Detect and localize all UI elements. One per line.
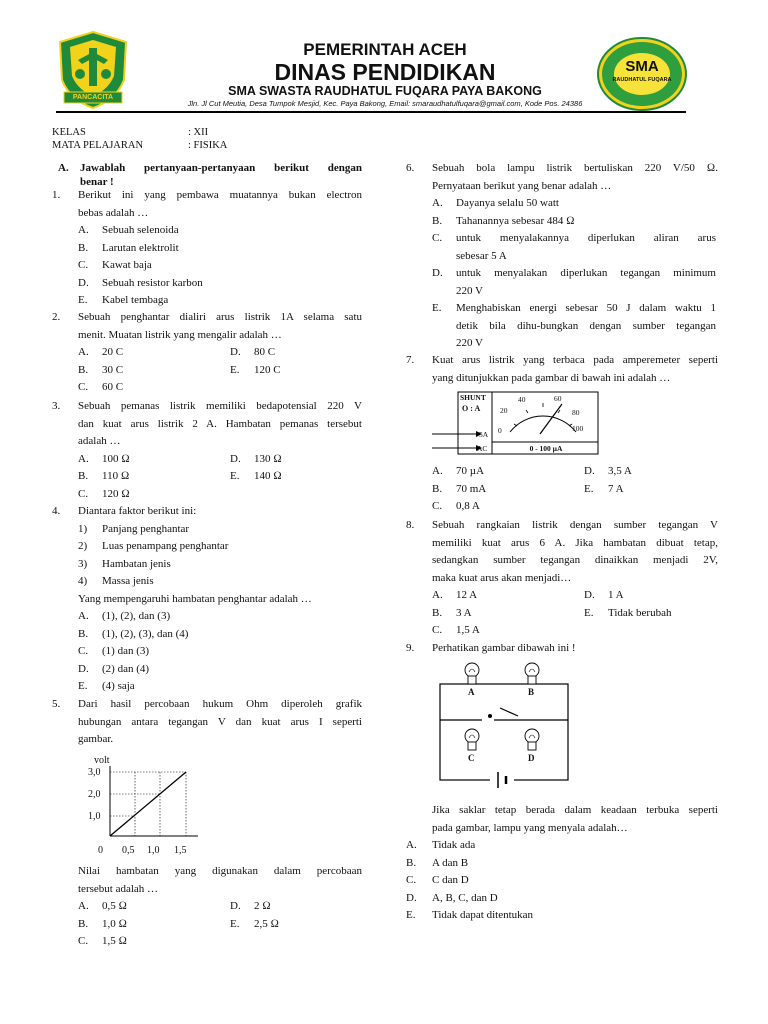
option-d[interactable]: D. xyxy=(584,589,595,601)
factor-3: 3) Hambatan jenis xyxy=(78,557,171,570)
option-b[interactable]: B. xyxy=(432,482,443,495)
question-number: 5. xyxy=(52,698,61,710)
question-6 xyxy=(406,160,718,353)
question-text: Dari hasil percobaan hukum Ohm diperoleh grafik xyxy=(78,698,362,710)
option-a[interactable]: A. xyxy=(78,346,89,358)
question-text: memiliki kuat arus 6 A. Jika hambatan dibuat tetap, xyxy=(432,536,718,549)
right-logo-subtext: RAUDHATUL FUQARA xyxy=(612,77,672,83)
meter-ac-label: AC xyxy=(477,444,488,453)
question-3: 3. Sebuah pemanas listrik memiliki bedapotensial 220 V dan kuat arus listrik 2 A. Hambatan pemanas tersebut adalah … A. 100 Ω D. 130 Ω B. 110 Ω E. 140 Ω C. 120 Ω xyxy=(52,398,362,503)
graph-ylabel: volt xyxy=(94,755,110,766)
option-b[interactable]: B. Tahanannya sebesar 484 Ω xyxy=(432,214,575,227)
factor-4: 4) Massa jenis xyxy=(78,575,154,587)
option-e[interactable]: E. Tidak dapat ditentukan xyxy=(406,909,534,921)
question-5-continued: Nilai hambatan yang digunakan dalam percobaan tersebut adalah … A. 0,5 Ω D. 2 Ω B. 1,0 Ω E. 2,5 Ω C. 1,5 Ω xyxy=(52,863,362,951)
option-b[interactable]: B. Larutan elektrolit xyxy=(78,241,179,254)
option-a[interactable]: A. Dayanya selalu 50 watt xyxy=(432,197,559,209)
option-d[interactable]: D. xyxy=(230,900,241,912)
meter-scale-0: 0 xyxy=(498,426,502,435)
question-number: 7. xyxy=(406,354,415,366)
option-b[interactable]: B. xyxy=(78,363,89,376)
question-text: maka kuat arus akan menjadi… xyxy=(432,571,572,584)
option-e[interactable]: E. xyxy=(230,363,240,376)
question-text: hubungan antara tegangan V dan kuat arus I seperti xyxy=(78,715,362,728)
header-line-2: DINAS PENDIDIKAN xyxy=(274,59,496,85)
meter-5a-label: 5A xyxy=(479,430,489,439)
question-text: Nilai hambatan yang digunakan dalam percobaan xyxy=(78,865,362,877)
option-a[interactable]: A. xyxy=(432,465,443,477)
right-logo-text: SMA xyxy=(625,58,659,75)
question-9 xyxy=(406,640,718,658)
meter-scale-20: 20 xyxy=(500,406,508,415)
option-d[interactable]: D. xyxy=(230,452,241,465)
question-number: 8. xyxy=(406,519,415,531)
graph-ytick: 3,0 xyxy=(88,767,101,778)
question-text: Berikut ini yang pembawa muatannya bukan electron xyxy=(78,189,362,201)
question-text: Sebuah rangkaian listrik dengan sumber tegangan V xyxy=(432,519,718,531)
option-a[interactable]: A. Tidak ada xyxy=(406,839,476,851)
school-address: Jln. Jl Cut Meutia, Desa Tumpok Mesjid, Kec. Paya Bakong, Email: smaraudhatulfuqara@gmail.com, Kode Pos. 24386 xyxy=(187,99,583,108)
option-c[interactable]: C. xyxy=(78,935,89,947)
question-number: 9. xyxy=(406,642,415,654)
option-c[interactable]: C. Kawat baja xyxy=(78,259,152,271)
graph-ytick: 1,0 xyxy=(88,811,101,822)
section-letter: A. xyxy=(58,162,69,174)
meter-scale-40: 40 xyxy=(518,395,526,404)
option-e[interactable]: E. xyxy=(584,482,594,495)
question-1 xyxy=(52,187,362,310)
factor-2: 2) Luas penampang penghantar xyxy=(78,540,229,552)
question-text: menit. Muatan listrik yang mengalir adalah … xyxy=(78,328,282,341)
meter-scale-100: 100 xyxy=(572,424,584,433)
graph-xtick: 1,5 xyxy=(174,845,187,856)
question-text: Sebuah pemanas listrik memiliki bedapotensial 220 V xyxy=(78,400,362,412)
mapel-value: : FISIKA xyxy=(188,140,228,151)
kelas-label: KELAS xyxy=(52,127,86,138)
question-5 xyxy=(52,696,362,749)
meter-scale-60: 60 xyxy=(554,394,562,403)
question-text: bebas adalah … xyxy=(78,206,149,219)
kelas-value: : XII xyxy=(188,127,209,138)
lamp-label-c: C xyxy=(468,753,475,763)
question-text: tersebut adalah … xyxy=(78,882,159,895)
question-text: Perhatikan gambar dibawah ini ! xyxy=(432,642,576,654)
question-text: yang ditunjukkan pada gambar di bawah ini adalah … xyxy=(432,371,671,384)
question-number: 2. xyxy=(52,311,61,323)
graph-xtick: 0,5 xyxy=(122,845,135,856)
option-d[interactable]: D. xyxy=(230,346,241,358)
option-a[interactable]: A. (1), (2), dan (3) xyxy=(78,610,171,622)
question-2: 2. Sebuah penghantar dialiri arus listrik 1A selama satu menit. Muatan listrik yang mengalir adalah … A. 20 C D. 80 C B. 30 C E. 120 C C. 60 C xyxy=(52,309,362,397)
circuit-drawing xyxy=(432,660,572,790)
left-logo-caption: PANCACITA xyxy=(72,94,114,101)
option-b[interactable]: B. xyxy=(78,917,89,930)
option-d[interactable]: D. A, B, C, dan D xyxy=(406,891,498,904)
graph-xtick: 1,0 xyxy=(147,845,160,856)
question-text: gambar. xyxy=(78,733,114,745)
meter-shunt-label: SHUNT xyxy=(460,393,486,402)
question-number: 3. xyxy=(52,400,61,412)
meter-scale-80: 80 xyxy=(572,408,580,417)
question-text: dan kuat arus listrik 2 A. Hambatan pemanas tersebut xyxy=(78,417,362,430)
question-text: Kuat arus listrik yang terbaca pada amperemeter seperti xyxy=(432,354,718,366)
option-a[interactable]: A. xyxy=(78,452,89,465)
question-text: Sebuah bola lampu listrik bertuliskan 220 V/50 Ω. xyxy=(432,162,718,174)
option-b[interactable]: B. A dan B xyxy=(406,856,469,869)
option-d-continued: 220 V xyxy=(456,284,483,297)
option-c[interactable]: C. xyxy=(78,487,89,500)
lamp-label-a: A xyxy=(468,687,475,697)
section-instruction-line1: Jawablah pertanyaan-pertanyaan berikut dengan xyxy=(80,162,362,174)
question-9-continued xyxy=(406,802,718,925)
option-e[interactable]: E. xyxy=(584,606,594,619)
question-8: 8. Sebuah rangkaian listrik dengan sumber tegangan V memiliki kuat arus 6 A. Jika hambatan dibuat tetap, sedangkan sumber tegangan dinaikkan menjadi 2V, maka kuat arus akan menjadi… A. 12 A D. 1 A B. 3 A E. Tidak berubah C. 1,5 A xyxy=(406,517,718,640)
option-a[interactable]: A. xyxy=(78,900,89,912)
lamp-label-b: B xyxy=(528,687,535,697)
question-text: Pernyataan berikut yang benar adalah … xyxy=(432,179,612,192)
mapel-label: MATA PELAJARAN xyxy=(52,140,144,151)
option-c[interactable]: C. untuk menyalakannya diperlukan aliran arus xyxy=(432,232,716,244)
header-rule xyxy=(56,111,686,113)
ohm-graph xyxy=(78,752,208,862)
option-a[interactable]: A. xyxy=(432,589,443,601)
option-e-continued: detik bila dihu-bungkan dengan sumber tegangan xyxy=(456,319,716,332)
factor-1: 1) Panjang penghantar xyxy=(78,522,190,535)
option-e[interactable]: E. Kabel tembaga xyxy=(78,294,169,306)
ammeter-figure xyxy=(430,390,600,458)
question-text: Sebuah penghantar dialiri arus listrik 1A selama satu xyxy=(78,311,362,323)
option-b[interactable]: B. xyxy=(78,470,89,482)
section-instruction-line2: benar ! xyxy=(80,176,114,188)
right-logo xyxy=(596,36,688,112)
option-e[interactable]: E. Menghabiskan energi sebesar 50 J dalam waktu 1 xyxy=(432,302,716,314)
left-logo xyxy=(56,30,130,110)
option-e[interactable]: E. xyxy=(230,917,240,930)
question-text: pada gambar, lampu yang menyala adalah… xyxy=(432,821,628,834)
question-text: sedangkan sumber tegangan dinaikkan menjadi 2V, xyxy=(432,554,718,566)
option-e-continued: 220 V xyxy=(456,337,483,349)
graph-xtick: 0 xyxy=(98,845,103,856)
option-d[interactable]: D. Sebuah resistor karbon xyxy=(78,276,203,289)
question-7-options: A. 70 µA D. 3,5 A B. 70 mA E. 7 A C. 0,8 A xyxy=(406,463,718,516)
question-text: Jika saklar tetap berada dalam keadaan terbuka seperti xyxy=(432,804,718,816)
option-d[interactable]: D. (2) dan (4) xyxy=(78,662,150,675)
question-text: Diantara faktor berikut ini: xyxy=(78,505,197,517)
option-c-continued: sebesar 5 A xyxy=(456,249,507,262)
header-line-1: PEMERINTAH ACEH xyxy=(303,40,467,59)
school-name: SMA SWASTA RAUDHATUL FUQARA PAYA BAKONG xyxy=(228,84,542,98)
option-b[interactable]: B. xyxy=(432,606,443,619)
question-text: adalah … xyxy=(78,435,121,447)
option-c[interactable]: C. xyxy=(432,624,443,636)
question-number: 4. xyxy=(52,505,61,517)
option-c[interactable]: C. (1) dan (3) xyxy=(78,645,150,657)
question-text: Yang mempengaruhi hambatan penghantar adalah … xyxy=(78,592,312,605)
option-e[interactable]: E. (4) saja xyxy=(78,680,135,692)
option-c[interactable]: C. xyxy=(432,500,443,512)
question-number: 1. xyxy=(52,189,61,201)
option-d[interactable]: D. xyxy=(584,465,595,477)
question-number: 6. xyxy=(406,162,415,174)
circuit-figure xyxy=(432,660,572,790)
option-c[interactable]: C. C dan D xyxy=(406,874,469,886)
graph-ytick: 2,0 xyxy=(88,789,101,800)
question-4 xyxy=(52,503,362,696)
meter-oa-label: O : A xyxy=(462,404,481,413)
option-d[interactable]: D. untuk menyalakan diperlukan tegangan minimum xyxy=(432,267,716,279)
option-a[interactable]: A. Sebuah selenoida xyxy=(78,224,179,236)
meter-range-label: 0 - 100 µA xyxy=(529,444,563,453)
option-b[interactable]: B. (1), (2), (3), dan (4) xyxy=(78,627,189,640)
option-c[interactable]: C. xyxy=(78,381,89,393)
question-7 xyxy=(406,352,718,387)
option-e[interactable]: E. xyxy=(230,470,240,482)
lamp-label-d: D xyxy=(528,753,535,763)
